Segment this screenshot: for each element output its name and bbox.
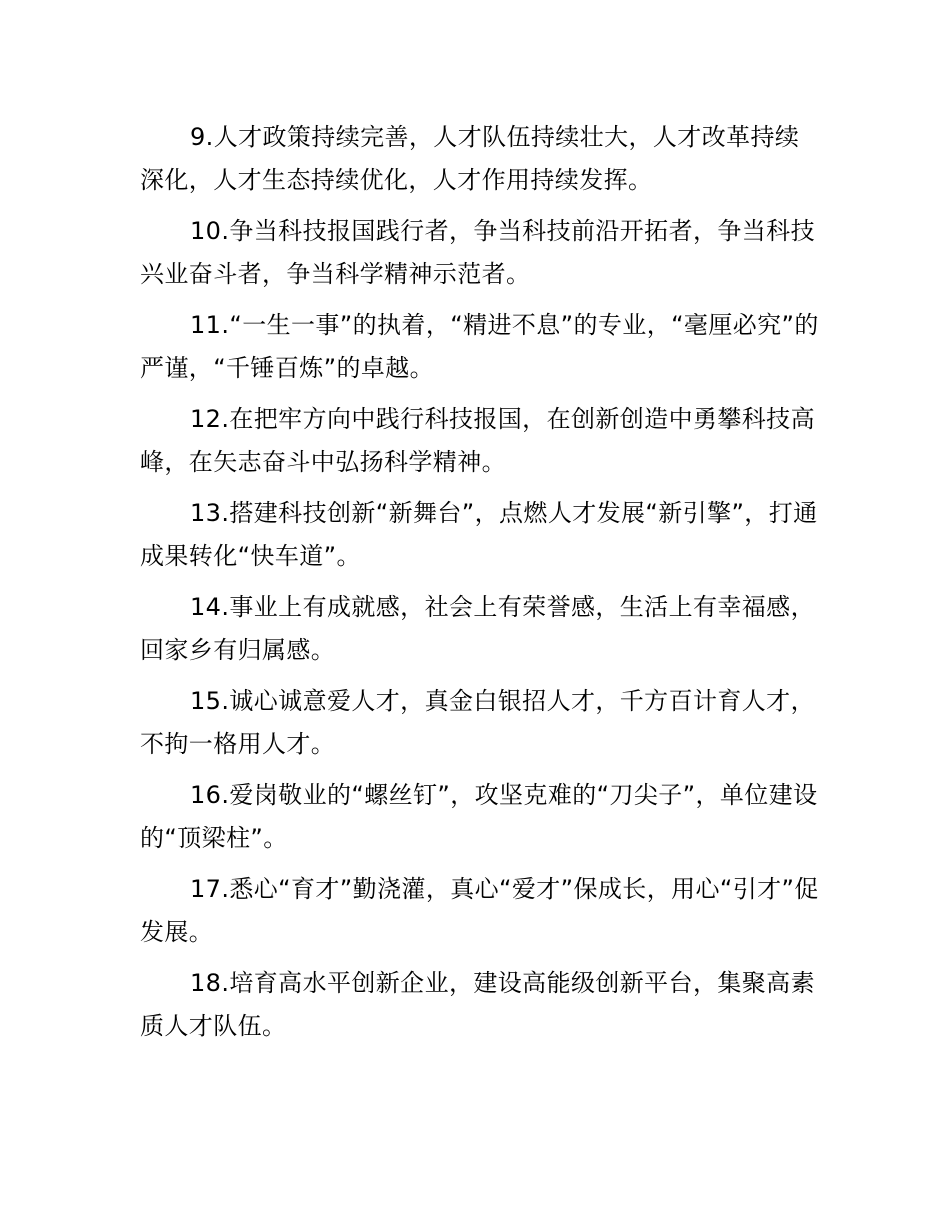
paragraph-10: 10.争当科技报国践行者，争当科技前沿开拓者，争当科技兴业奋斗者，争当科学精神示范者。 [140, 217, 815, 288]
paragraph-17: 17.悉心“育才”勤浇灌，真心“爱才”保成长，用心“引才”促发展。 [140, 875, 819, 946]
paragraph-15: 15.诚心诚意爱人才，真金白银招人才，千方百计育人才，不拘一格用人才。 [140, 687, 815, 758]
paragraph-14: 14.事业上有成就感，社会上有荣誉感，生活上有幸福感，回家乡有归属感。 [140, 593, 815, 664]
paragraph-13: 13.搭建科技创新“新舞台”，点燃人才发展“新引擎”，打通成果转化“快车道”。 [140, 499, 818, 570]
document-body [140, 116, 820, 1056]
paragraph-11: 11.“一生一事”的执着，“精进不息”的专业，“毫厘必究”的严谨，“千锤百炼”的卓越。 [140, 311, 819, 382]
paragraph-9: 9.人才政策持续完善，人才队伍持续壮大，人才改革持续深化，人才生态持续优化，人才作用持续发挥。 [140, 123, 800, 194]
paragraph-12: 12.在把牢方向中践行科技报国，在创新创造中勇攀科技高峰，在矢志奋斗中弘扬科学精神。 [140, 405, 815, 476]
paragraph-16: 16.爱岗敬业的“螺丝钉”，攻坚克难的“刀尖子”，单位建设的“顶梁柱”。 [140, 781, 818, 852]
paragraph-18: 18.培育高水平创新企业，建设高能级创新平台，集聚高素质人才队伍。 [140, 969, 815, 1040]
